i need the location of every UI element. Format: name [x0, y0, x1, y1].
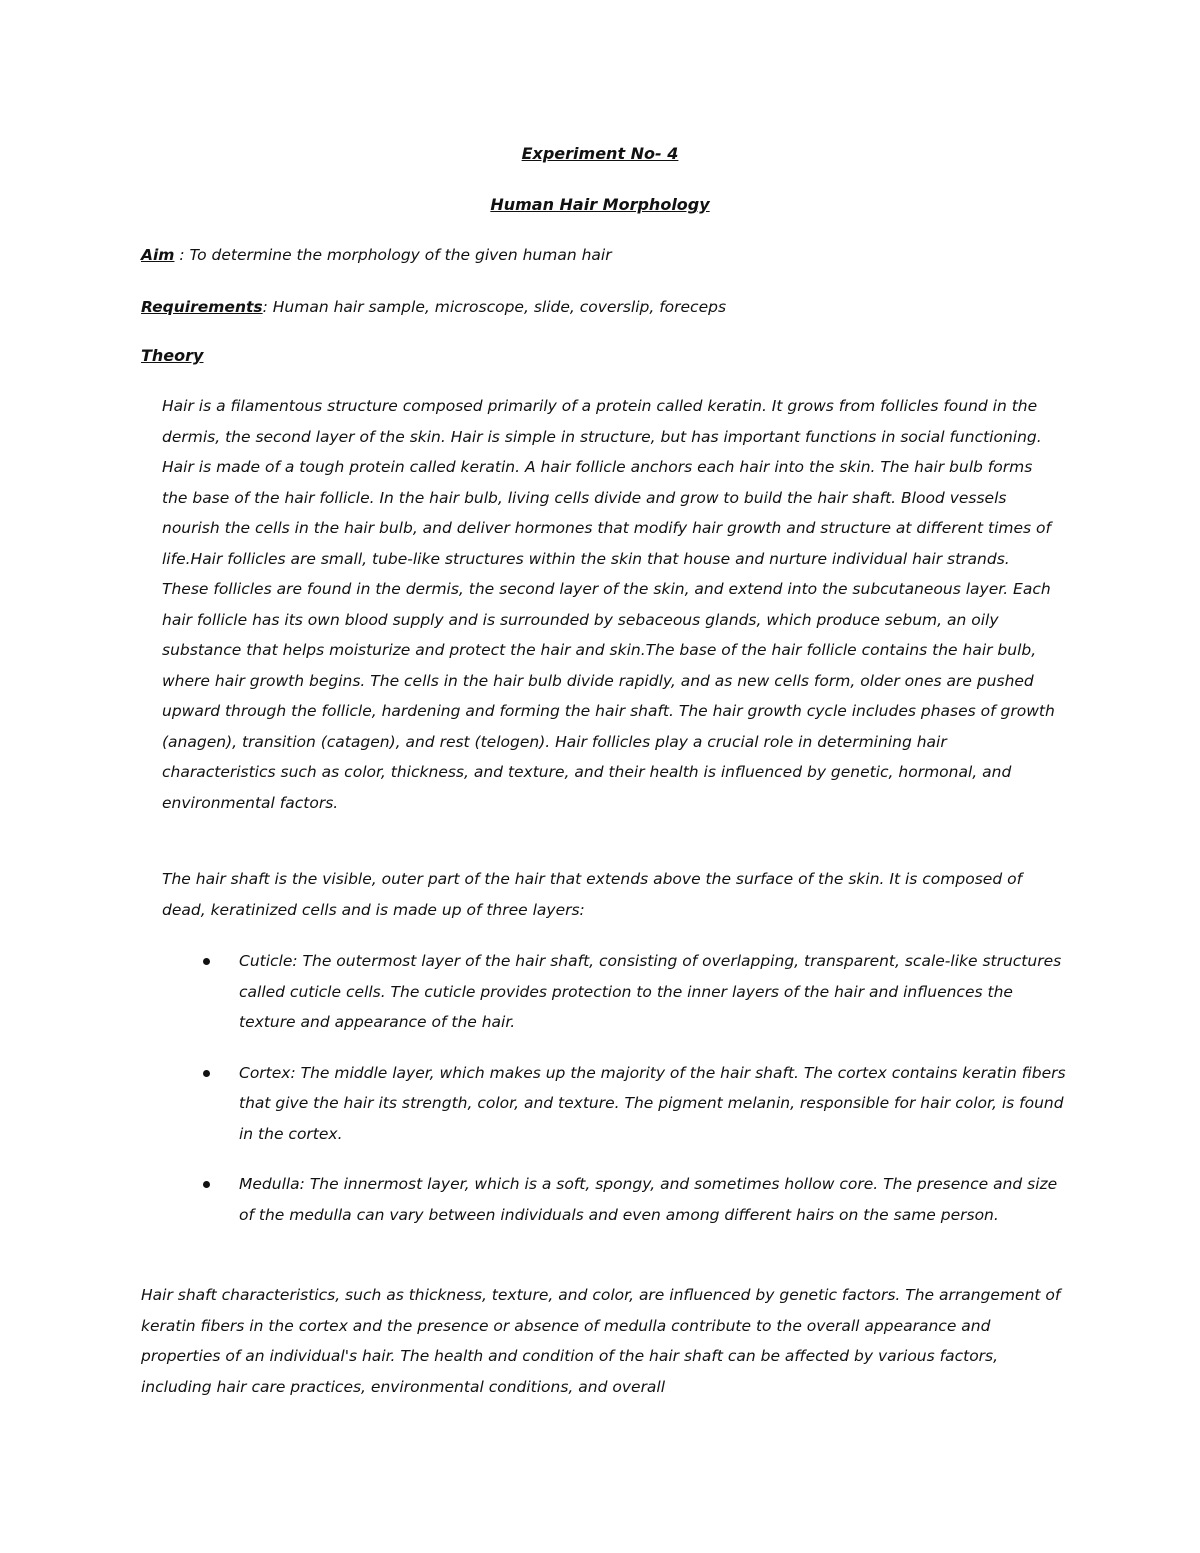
hair-layers-list	[200, 946, 1070, 1250]
theory-paragraph: Hair is a filamentous structure composed primarily of a protein called keratin. It grows from follicles found in the dermis, the second layer of the skin. Hair is simple in structure, but has important functions in social functioning. Hair is made of a tough protein called keratin. A hair follicle anchors each hair into the skin. The hair bulb forms the base of the hair follicle. In the hair bulb, living cells divide and grow to build the hair shaft. Blood vessels nourish the cells in the hair bulb, and deliver hormones that modify hair growth and structure at different times of life.Hair follicles are small, tube-like structures within the skin that house and nurture individual hair strands. These follicles are found in the dermis, the second layer of the skin, and extend into the subcutaneous layer. Each hair follicle has its own blood supply and is surrounded by sebaceous glands, which produce sebum, an oily substance that helps moisturize and protect the hair and skin.The base of the hair follicle contains the hair bulb, where hair growth begins. The cells in the hair bulb divide rapidly, and as new cells form, older ones are pushed upward through the follicle, hardening and forming the hair shaft. The hair growth cycle includes phases of growth (anagen), transition (catagen), and rest (telogen). Hair follicles play a crucial role in determining hair characteristics such as color, thickness, and texture, and their health is influenced by genetic, hormonal, and environmental factors.	[162, 397, 1055, 812]
aim-line	[141, 244, 1071, 266]
bullet-icon	[203, 1181, 210, 1188]
closing-paragraph: Hair shaft characteristics, such as thickness, texture, and color, are influenced by genetic factors. The arrangement of keratin fibers in the cortex and the presence or absence of medulla contribute to the overall appearance and properties of an individual's hair. The health and condition of the hair shaft can be affected by various factors, including hair care practices, environmental conditions, and overall	[141, 1286, 1061, 1396]
list-item-medulla	[200, 1169, 1070, 1230]
bullet-icon	[203, 958, 210, 965]
hair-shaft-paragraph: The hair shaft is the visible, outer part of the hair that extends above the surface of the skin. It is composed of dead, keratinized cells and is made up of three layers:	[162, 870, 1023, 919]
list-item-text: Cuticle: The outermost layer of the hair shaft, consisting of overlapping, transparent, scale-like structures called cuticle cells. The cuticle provides protection to the inner layers of the hair and influences the texture and appearance of the hair.	[239, 952, 1062, 1031]
list-item-cuticle	[200, 946, 1070, 1038]
experiment-title: Experiment No- 4	[521, 144, 679, 163]
list-item-cortex	[200, 1058, 1070, 1150]
requirements-label: Requirements	[141, 298, 263, 316]
list-item-text: Cortex: The middle layer, which makes up the majority of the hair shaft. The cortex contains keratin fibers that give the hair its strength, color, and texture. The pigment melanin, responsible for hair color, is found in the cortex.	[239, 1063, 1066, 1143]
requirements-line	[141, 296, 1071, 318]
aim-text: : To determine the morphology of the given human hair	[174, 246, 612, 264]
theory-heading: Theory	[141, 346, 204, 365]
requirements-text: : Human hair sample, microscope, slide, coverslip, foreceps	[262, 298, 727, 316]
document-subtitle: Human Hair Morphology	[490, 195, 710, 214]
bullet-icon	[203, 1070, 210, 1077]
list-item-text: Medulla: The innermost layer, which is a soft, spongy, and sometimes hollow core. The presence and size of the medulla can vary between individuals and even among different hairs on the same person.	[239, 1175, 1058, 1224]
aim-label: Aim	[141, 246, 175, 264]
